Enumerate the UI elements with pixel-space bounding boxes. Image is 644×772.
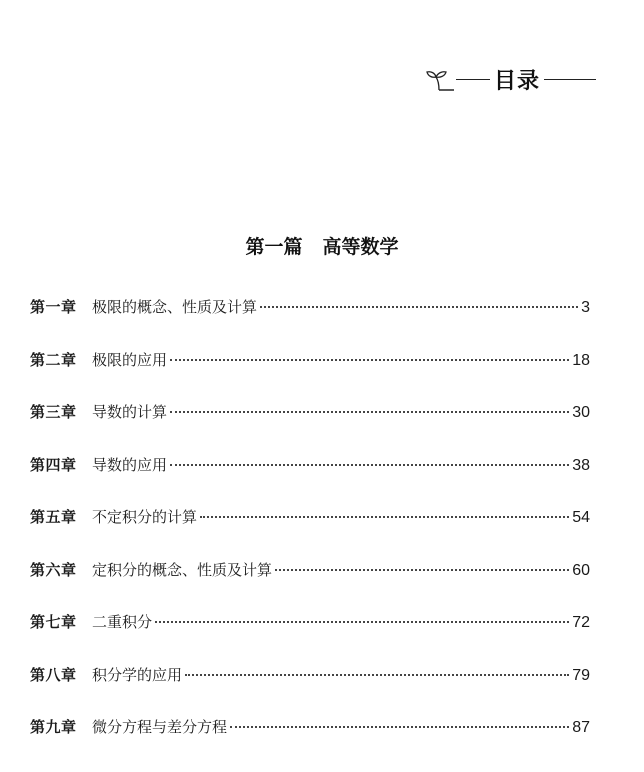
dot-leader [155,621,569,623]
part-number: 第一篇 [245,236,303,258]
page-number: 72 [572,614,590,631]
chapter-title: 极限的应用 [92,350,168,369]
chapter-title: 极限的概念、性质及计算 [92,298,258,316]
header-divider-right [544,79,596,81]
page-number: 60 [572,561,590,579]
page-number: 54 [572,509,590,526]
toc-entry[interactable] [30,611,590,664]
chapter-title: 导数的计算 [92,403,168,421]
toc-entry[interactable] [30,349,590,402]
chapter-number: 第八章 [30,665,77,684]
toc-list [30,296,590,769]
chapter-number: 第一章 [30,298,77,316]
header-divider-left [456,79,490,81]
toc-entry[interactable] [30,664,590,717]
chapter-title: 积分学的应用 [92,665,183,684]
toc-entry[interactable] [30,296,590,349]
chapter-title: 微分方程与差分方程 [92,718,228,736]
dot-leader [170,464,569,466]
dot-leader [185,674,569,676]
chapter-number: 第九章 [30,718,77,736]
chapter-title: 不定积分的计算 [92,508,198,526]
page-number: 87 [572,719,590,736]
chapter-number: 第六章 [30,560,77,579]
toc-header [424,64,596,95]
part-name: 高等数学 [322,236,399,258]
chapter-number: 第四章 [30,455,77,474]
toc-entry[interactable] [30,454,590,507]
dot-leader [230,726,569,728]
chapter-title: 定积分的概念、性质及计算 [92,560,273,579]
page-number: 38 [572,456,590,474]
page-number: 3 [581,299,590,316]
dot-leader [275,569,569,571]
dot-leader [170,411,569,413]
toc-entry[interactable] [30,716,590,769]
part-title [0,232,644,259]
toc-entry[interactable] [30,559,590,612]
page-number: 18 [572,351,590,369]
toc-title: 目录 [493,69,540,94]
chapter-number: 第二章 [30,350,77,369]
dot-leader [170,359,569,361]
page-number: 30 [572,404,590,421]
dot-leader [200,516,569,518]
dot-leader [260,306,578,308]
chapter-title: 二重积分 [92,613,153,631]
toc-entry[interactable] [30,401,590,454]
chapter-number: 第七章 [30,613,77,631]
chapter-number: 第五章 [30,508,77,526]
chapter-number: 第三章 [30,403,77,421]
page-number: 79 [572,666,590,684]
chapter-title: 导数的应用 [92,455,168,474]
sprout-icon [424,68,454,92]
toc-entry[interactable] [30,506,590,559]
